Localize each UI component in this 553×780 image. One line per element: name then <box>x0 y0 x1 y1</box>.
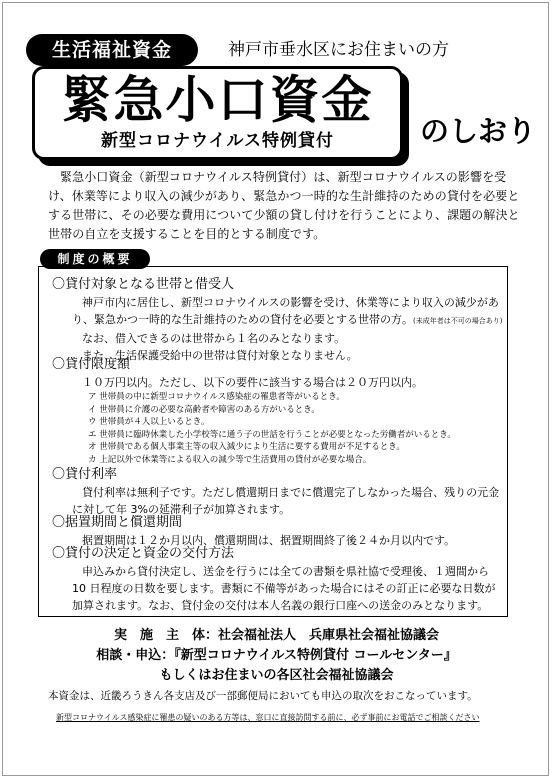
title-box <box>32 66 403 160</box>
interest-section <box>52 466 506 518</box>
grace-section <box>52 514 506 549</box>
eligibility-line3: また、生活保護受給中の世帯は貸付対象となりません。 <box>82 349 358 362</box>
eligibility-line1: 神戸市内に居住し、新型コロナウイルスの影響を受け、休業等により収入の減少があり、緊急かつ一時的な生計維持のための貸付を必要とする世帯の方。 <box>72 296 499 326</box>
interest-heading: 〇貸付利率 <box>52 467 118 482</box>
sub-title: 新型コロナウイルス特例貸付 <box>101 131 334 151</box>
guide-suffix: のしおり <box>420 114 537 148</box>
decision-section <box>52 545 506 614</box>
infection-footnote: 新型コロナウイルス感染症に罹患の疑いのある方等は、窓口に直接訪問する前に、必ず事前にお電話でご相談ください <box>56 713 480 722</box>
ward-council-contact: もしくはお住まいの各区社会福祉協議会 <box>159 668 394 683</box>
consultation-contact: 相談・申込：『新型コロナウイルス特例貸付 コールセンター』 <box>96 648 457 663</box>
limit-condition-list <box>52 391 506 466</box>
grace-line1: 据置期間は１２か月以内、償還期間は、据置期間終了後２４か月以内です。 <box>82 534 456 547</box>
limit-section <box>52 356 506 466</box>
eligibility-note: (未成年者は不可の場合あり) <box>413 317 503 325</box>
limit-heading: 〇貸付限度額 <box>52 357 131 372</box>
decision-heading: 〇貸付の決定と資金の交付方法 <box>52 546 235 561</box>
application-notice: 本資金は、近畿ろうきん各支店及び一部郵便局においても申込の取次をおこなっています。 <box>48 690 478 702</box>
main-title: 緊急小口資金 <box>61 71 374 129</box>
list-item: カ 上記以外で休業等による収入の減少等で生活費用の貸付が必要な場合。 <box>88 454 372 465</box>
eligibility-line2: なお、借入できるのは世帯から１名のみとなります。 <box>82 332 346 345</box>
eligibility-text <box>52 294 506 330</box>
interest-line1: 貸付利率は無利子です。ただし償還期日までに償還完了しなかった場合、残りの元金に対して年 3%の延滞利子が加算されます。 <box>72 486 500 516</box>
intro-paragraph: 緊急小口資金（新型コロナウイルス特例貸付）は、新型コロナウイルスの影響を受け、休業等により収入の減少があり、緊急かつ一時的な生計維持のための貸付を必要とする世帯に、その必要な費用について少額の貸し付けを行うことにより、課題の解決と世帯の自立を支援することを目的とする制度です。 <box>48 170 520 241</box>
list-item: オ 世帯員である個人事業主等の収入減少により生活に要する費用が不足するとき。 <box>88 442 405 452</box>
decision-line1: 申込みから貸付決定し、送金を行うには全ての書類を県社協で受理後、１週間から 10 日程度の日数を要します。書類に不備等があった場合にはその訂正に必要な日数が加算されます。なお、貸付金の交付は本人名義の銀行口座への送金のみとなります。 <box>72 565 496 612</box>
list-item: ア 世帯員の中に新型コロナウイルス感染症の罹患者等がいるとき。 <box>88 392 345 402</box>
eligibility-section <box>52 276 506 364</box>
list-item: ウ 世帯員が４人以上いるとき。 <box>88 417 210 427</box>
overview-tag: 制度の概要 <box>40 249 150 269</box>
organization-info <box>0 626 553 686</box>
limit-line1: １０万円以内。ただし、以下の要件に該当する場合は２０万円以内。 <box>82 376 423 389</box>
implementing-body: 実 施 主 体：社会福祉法人 兵庫県社会福祉協議会 <box>113 628 439 643</box>
program-label-badge: 生活福祉資金 <box>26 34 198 66</box>
eligibility-heading: 〇貸付対象となる世帯と借受人 <box>52 277 235 292</box>
resident-note: 神戸市垂水区にお住まいの方 <box>228 40 449 60</box>
grace-heading: 〇据置期間と償還期間 <box>52 515 183 530</box>
list-item: エ 世帯員に臨時休業した小学校等に通う子の世話を行うことが必要となった労働者がいるとき。 <box>88 429 456 440</box>
list-item: イ 世帯員に介護の必要な高齢者や障害のある方がいるとき。 <box>88 404 320 415</box>
